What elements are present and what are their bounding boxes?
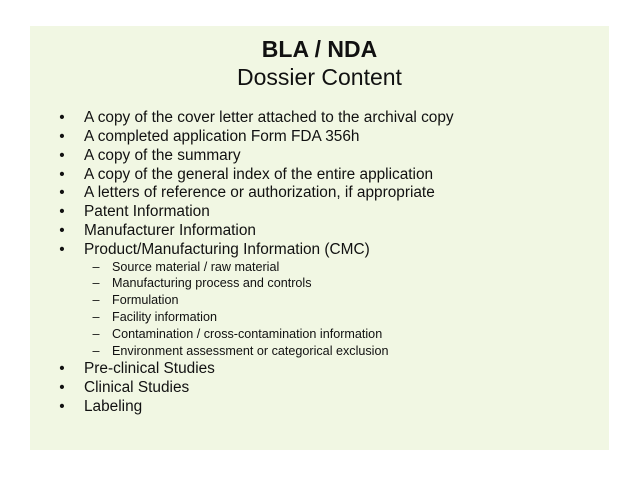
sub-item-text: Formulation: [112, 293, 179, 307]
bullet-text: A copy of the general index of the entire application: [84, 166, 434, 183]
bullet-marker: •: [59, 166, 65, 183]
sub-item-text: Facility information: [112, 310, 217, 324]
bullet-text: A letters of reference or authorization, if appropriate: [84, 184, 435, 201]
sub-item-text: Environment assessment or categorical exclusion: [112, 344, 389, 358]
dash-marker: –: [92, 260, 100, 274]
sub-item-text: Source material / raw material: [112, 260, 280, 274]
bullet-marker: •: [59, 398, 65, 415]
bullet-marker: •: [59, 203, 65, 220]
bullet-text: Patent Information: [84, 203, 210, 220]
bullet-text: Manufacturer Information: [84, 222, 256, 239]
bullet-text: Clinical Studies: [84, 379, 190, 396]
bullet-marker: •: [59, 222, 65, 239]
sub-item-text: Manufacturing process and controls: [112, 276, 312, 290]
slide: [30, 26, 609, 450]
bullet-text: A completed application Form FDA 356h: [84, 128, 360, 145]
bullet-text: A copy of the summary: [84, 147, 241, 164]
dash-marker: –: [92, 344, 100, 358]
bullet-text: Labeling: [84, 398, 143, 415]
bullet-text: Pre-clinical Studies: [84, 360, 215, 377]
slide-subtitle: Dossier Content: [237, 64, 402, 90]
sub-item-text: Contamination / cross-contamination information: [112, 327, 383, 341]
bullet-marker: •: [59, 184, 65, 201]
dash-marker: –: [92, 327, 100, 341]
bullet-marker: •: [59, 109, 65, 126]
dash-marker: –: [92, 293, 100, 307]
slide-title: BLA / NDA: [261, 36, 378, 62]
bullet-text: A copy of the cover letter attached to the archival copy: [84, 109, 454, 126]
dash-marker: –: [92, 276, 100, 290]
bullet-marker: •: [59, 360, 65, 377]
bullet-marker: •: [59, 241, 65, 258]
bullet-marker: •: [59, 379, 65, 396]
bullet-marker: •: [59, 147, 65, 164]
bullet-marker: •: [59, 128, 65, 145]
dash-marker: –: [92, 310, 100, 324]
bullet-text: Product/Manufacturing Information (CMC): [84, 241, 370, 258]
